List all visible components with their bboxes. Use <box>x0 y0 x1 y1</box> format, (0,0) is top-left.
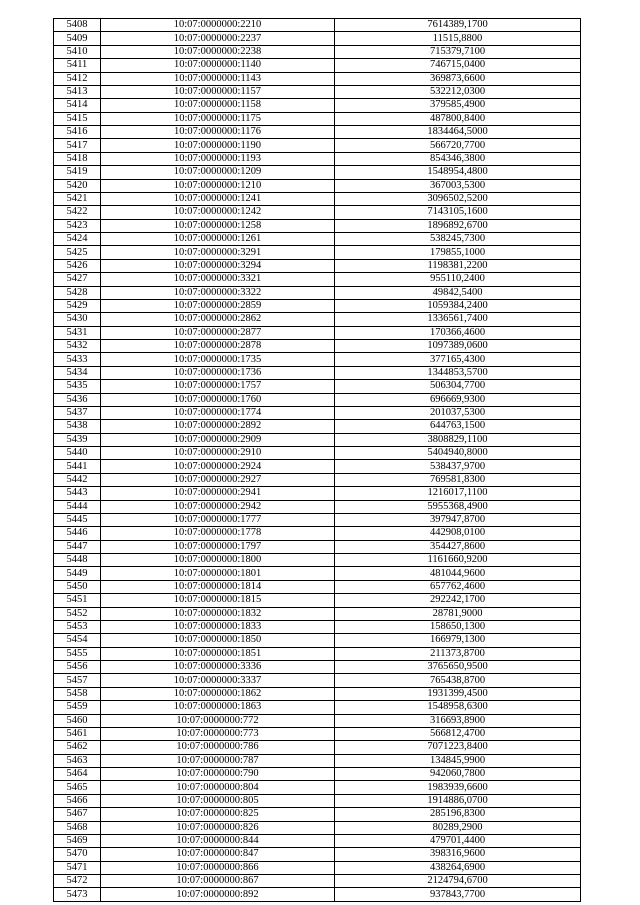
cadastral-number-cell: 10:07:0000000:1158 <box>101 99 335 112</box>
row-number-cell: 5412 <box>54 72 101 85</box>
cadastral-number-cell: 10:07:0000000:2924 <box>101 460 335 473</box>
table-row <box>54 687 581 700</box>
row-number-cell: 5469 <box>54 834 101 847</box>
cadastral-number-cell: 10:07:0000000:1157 <box>101 85 335 98</box>
table-row <box>54 340 581 353</box>
table-row <box>54 460 581 473</box>
row-number-cell: 5468 <box>54 821 101 834</box>
value-cell: 354427,8600 <box>335 540 581 553</box>
cadastral-number-cell: 10:07:0000000:825 <box>101 808 335 821</box>
table-row <box>54 166 581 179</box>
cadastral-number-cell: 10:07:0000000:2927 <box>101 473 335 486</box>
cadastral-number-cell: 10:07:0000000:773 <box>101 727 335 740</box>
table-row <box>54 233 581 246</box>
row-number-cell: 5459 <box>54 701 101 714</box>
value-cell: 942060,7800 <box>335 768 581 781</box>
row-number-cell: 5473 <box>54 888 101 901</box>
row-number-cell: 5456 <box>54 661 101 674</box>
cadastral-number-cell: 10:07:0000000:804 <box>101 781 335 794</box>
cadastral-number-cell: 10:07:0000000:1258 <box>101 219 335 232</box>
value-cell: 854346,3800 <box>335 152 581 165</box>
row-number-cell: 5417 <box>54 139 101 152</box>
value-cell: 538437,9700 <box>335 460 581 473</box>
cadastral-number-cell: 10:07:0000000:866 <box>101 861 335 874</box>
row-number-cell: 5413 <box>54 85 101 98</box>
value-cell: 769581,8300 <box>335 473 581 486</box>
cadastral-number-cell: 10:07:0000000:3336 <box>101 661 335 674</box>
value-cell: 134845,9900 <box>335 754 581 767</box>
row-number-cell: 5431 <box>54 326 101 339</box>
value-cell: 3096502,5200 <box>335 192 581 205</box>
cadastral-number-cell: 10:07:0000000:1814 <box>101 580 335 593</box>
cadastral-number-cell: 10:07:0000000:1735 <box>101 353 335 366</box>
row-number-cell: 5460 <box>54 714 101 727</box>
table-row <box>54 701 581 714</box>
table-row <box>54 754 581 767</box>
value-cell: 1983939,6600 <box>335 781 581 794</box>
row-number-cell: 5429 <box>54 299 101 312</box>
value-cell: 532212,0300 <box>335 85 581 98</box>
table-row <box>54 875 581 888</box>
cadastral-number-cell: 10:07:0000000:2862 <box>101 313 335 326</box>
table-row <box>54 45 581 58</box>
table-row <box>54 192 581 205</box>
row-number-cell: 5450 <box>54 580 101 593</box>
row-number-cell: 5465 <box>54 781 101 794</box>
row-number-cell: 5455 <box>54 647 101 660</box>
table-row <box>54 834 581 847</box>
table-row <box>54 259 581 272</box>
value-cell: 1344853,5700 <box>335 366 581 379</box>
row-number-cell: 5445 <box>54 513 101 526</box>
row-number-cell: 5439 <box>54 433 101 446</box>
row-number-cell: 5470 <box>54 848 101 861</box>
value-cell: 1931399,4500 <box>335 687 581 700</box>
table-row <box>54 727 581 740</box>
value-cell: 442908,0100 <box>335 527 581 540</box>
table-row <box>54 32 581 45</box>
row-number-cell: 5410 <box>54 45 101 58</box>
value-cell: 481044,9600 <box>335 567 581 580</box>
value-cell: 28781,9000 <box>335 607 581 620</box>
row-number-cell: 5433 <box>54 353 101 366</box>
cadastral-number-cell: 10:07:0000000:847 <box>101 848 335 861</box>
value-cell: 398316,9600 <box>335 848 581 861</box>
cadastral-number-cell: 10:07:0000000:1774 <box>101 406 335 419</box>
table-row <box>54 126 581 139</box>
table-row <box>54 768 581 781</box>
value-cell: 937843,7700 <box>335 888 581 901</box>
table-row <box>54 674 581 687</box>
row-number-cell: 5466 <box>54 794 101 807</box>
cadastral-number-cell: 10:07:0000000:1193 <box>101 152 335 165</box>
cadastral-number-cell: 10:07:0000000:1176 <box>101 126 335 139</box>
table-row <box>54 273 581 286</box>
row-number-cell: 5446 <box>54 527 101 540</box>
row-number-cell: 5414 <box>54 99 101 112</box>
cadastral-number-cell: 10:07:0000000:1757 <box>101 380 335 393</box>
value-cell: 1914886,0700 <box>335 794 581 807</box>
row-number-cell: 5467 <box>54 808 101 821</box>
table-row <box>54 580 581 593</box>
value-cell: 657762,4600 <box>335 580 581 593</box>
row-number-cell: 5471 <box>54 861 101 874</box>
cadastral-number-cell: 10:07:0000000:2859 <box>101 299 335 312</box>
cadastral-number-cell: 10:07:0000000:3337 <box>101 674 335 687</box>
table-row <box>54 85 581 98</box>
value-cell: 3765650,9500 <box>335 661 581 674</box>
row-number-cell: 5458 <box>54 687 101 700</box>
cadastral-number-cell: 10:07:0000000:787 <box>101 754 335 767</box>
value-cell: 538245,7300 <box>335 233 581 246</box>
value-cell: 166979,1300 <box>335 634 581 647</box>
value-cell: 1161660,9200 <box>335 554 581 567</box>
cadastral-number-cell: 10:07:0000000:1777 <box>101 513 335 526</box>
row-number-cell: 5415 <box>54 112 101 125</box>
table-row <box>54 406 581 419</box>
row-number-cell: 5418 <box>54 152 101 165</box>
row-number-cell: 5421 <box>54 192 101 205</box>
cadastral-number-cell: 10:07:0000000:805 <box>101 794 335 807</box>
value-cell: 1097389,0600 <box>335 340 581 353</box>
cadastral-number-cell: 10:07:0000000:1801 <box>101 567 335 580</box>
value-cell: 765438,8700 <box>335 674 581 687</box>
value-cell: 955110,2400 <box>335 273 581 286</box>
table-row <box>54 447 581 460</box>
table-row <box>54 647 581 660</box>
value-cell: 7071223,8400 <box>335 741 581 754</box>
table-row <box>54 661 581 674</box>
table-row <box>54 473 581 486</box>
row-number-cell: 5463 <box>54 754 101 767</box>
cadastral-number-cell: 10:07:0000000:1833 <box>101 620 335 633</box>
value-cell: 479701,4400 <box>335 834 581 847</box>
row-number-cell: 5438 <box>54 420 101 433</box>
row-number-cell: 5430 <box>54 313 101 326</box>
row-number-cell: 5451 <box>54 594 101 607</box>
cadastral-number-cell: 10:07:0000000:826 <box>101 821 335 834</box>
cadastral-number-cell: 10:07:0000000:1210 <box>101 179 335 192</box>
table-row <box>54 487 581 500</box>
value-cell: 1548954,4800 <box>335 166 581 179</box>
cadastral-number-cell: 10:07:0000000:2877 <box>101 326 335 339</box>
table-row <box>54 513 581 526</box>
row-number-cell: 5452 <box>54 607 101 620</box>
value-cell: 1548958,6300 <box>335 701 581 714</box>
table-row <box>54 554 581 567</box>
value-cell: 644763,1500 <box>335 420 581 433</box>
value-cell: 1896892,6700 <box>335 219 581 232</box>
row-number-cell: 5435 <box>54 380 101 393</box>
row-number-cell: 5434 <box>54 366 101 379</box>
cadastral-number-cell: 10:07:0000000:2210 <box>101 19 335 32</box>
value-cell: 158650,1300 <box>335 620 581 633</box>
cadastral-number-cell: 10:07:0000000:2892 <box>101 420 335 433</box>
table-row <box>54 99 581 112</box>
document-page <box>53 18 580 902</box>
row-number-cell: 5423 <box>54 219 101 232</box>
cadastral-number-cell: 10:07:0000000:2909 <box>101 433 335 446</box>
row-number-cell: 5426 <box>54 259 101 272</box>
row-number-cell: 5453 <box>54 620 101 633</box>
value-cell: 566720,7700 <box>335 139 581 152</box>
row-number-cell: 5428 <box>54 286 101 299</box>
value-cell: 566812,4700 <box>335 727 581 740</box>
row-number-cell: 5461 <box>54 727 101 740</box>
cadastral-number-cell: 10:07:0000000:1175 <box>101 112 335 125</box>
cadastral-number-cell: 10:07:0000000:2910 <box>101 447 335 460</box>
table-row <box>54 848 581 861</box>
table-row <box>54 821 581 834</box>
value-cell: 397947,8700 <box>335 513 581 526</box>
row-number-cell: 5441 <box>54 460 101 473</box>
cadastral-number-cell: 10:07:0000000:3321 <box>101 273 335 286</box>
value-cell: 316693,8900 <box>335 714 581 727</box>
cadastral-number-cell: 10:07:0000000:1850 <box>101 634 335 647</box>
row-number-cell: 5454 <box>54 634 101 647</box>
cadastral-number-cell: 10:07:0000000:3291 <box>101 246 335 259</box>
value-cell: 5404940,8000 <box>335 447 581 460</box>
value-cell: 487800,8400 <box>335 112 581 125</box>
cadastral-number-cell: 10:07:0000000:1863 <box>101 701 335 714</box>
table-row <box>54 527 581 540</box>
cadastral-number-cell: 10:07:0000000:1241 <box>101 192 335 205</box>
cadastral-number-cell: 10:07:0000000:2942 <box>101 500 335 513</box>
row-number-cell: 5462 <box>54 741 101 754</box>
value-cell: 170366,4600 <box>335 326 581 339</box>
row-number-cell: 5447 <box>54 540 101 553</box>
row-number-cell: 5472 <box>54 875 101 888</box>
value-cell: 7143105,1600 <box>335 206 581 219</box>
table-row <box>54 206 581 219</box>
cadastral-number-cell: 10:07:0000000:3294 <box>101 259 335 272</box>
table-row <box>54 112 581 125</box>
table-row <box>54 393 581 406</box>
table-row <box>54 326 581 339</box>
cadastral-number-cell: 10:07:0000000:1242 <box>101 206 335 219</box>
value-cell: 285196,8300 <box>335 808 581 821</box>
row-number-cell: 5457 <box>54 674 101 687</box>
cadastral-number-cell: 10:07:0000000:1143 <box>101 72 335 85</box>
row-number-cell: 5444 <box>54 500 101 513</box>
row-number-cell: 5424 <box>54 233 101 246</box>
table-row <box>54 179 581 192</box>
value-cell: 715379,7100 <box>335 45 581 58</box>
table-row <box>54 152 581 165</box>
value-cell: 377165,4300 <box>335 353 581 366</box>
cadastral-number-cell: 10:07:0000000:2237 <box>101 32 335 45</box>
value-cell: 80289,2900 <box>335 821 581 834</box>
value-cell: 369873,6600 <box>335 72 581 85</box>
cadastral-number-cell: 10:07:0000000:867 <box>101 875 335 888</box>
cadastral-number-cell: 10:07:0000000:1797 <box>101 540 335 553</box>
row-number-cell: 5419 <box>54 166 101 179</box>
row-number-cell: 5436 <box>54 393 101 406</box>
row-number-cell: 5432 <box>54 340 101 353</box>
table-row <box>54 420 581 433</box>
value-cell: 292242,1700 <box>335 594 581 607</box>
cadastral-number-cell: 10:07:0000000:786 <box>101 741 335 754</box>
table-row <box>54 313 581 326</box>
value-cell: 506304,7700 <box>335 380 581 393</box>
value-cell: 201037,5300 <box>335 406 581 419</box>
row-number-cell: 5420 <box>54 179 101 192</box>
row-number-cell: 5448 <box>54 554 101 567</box>
table-row <box>54 299 581 312</box>
row-number-cell: 5427 <box>54 273 101 286</box>
value-cell: 1336561,7400 <box>335 313 581 326</box>
cadastral-number-cell: 10:07:0000000:2878 <box>101 340 335 353</box>
row-number-cell: 5416 <box>54 126 101 139</box>
row-number-cell: 5443 <box>54 487 101 500</box>
cadastral-number-cell: 10:07:0000000:1209 <box>101 166 335 179</box>
cadastral-number-cell: 10:07:0000000:1760 <box>101 393 335 406</box>
row-number-cell: 5409 <box>54 32 101 45</box>
cadastral-value-table <box>53 18 581 902</box>
table-row <box>54 567 581 580</box>
table-row <box>54 286 581 299</box>
cadastral-number-cell: 10:07:0000000:1832 <box>101 607 335 620</box>
value-cell: 696669,9300 <box>335 393 581 406</box>
cadastral-number-cell: 10:07:0000000:1778 <box>101 527 335 540</box>
cadastral-number-cell: 10:07:0000000:1261 <box>101 233 335 246</box>
table-row <box>54 540 581 553</box>
table-row <box>54 72 581 85</box>
value-cell: 1059384,2400 <box>335 299 581 312</box>
table-row <box>54 219 581 232</box>
cadastral-number-cell: 10:07:0000000:2238 <box>101 45 335 58</box>
table-row <box>54 246 581 259</box>
cadastral-number-cell: 10:07:0000000:790 <box>101 768 335 781</box>
value-cell: 1834464,5000 <box>335 126 581 139</box>
row-number-cell: 5422 <box>54 206 101 219</box>
table-row <box>54 607 581 620</box>
table-row <box>54 861 581 874</box>
table-row <box>54 620 581 633</box>
table-row <box>54 353 581 366</box>
value-cell: 367003,5300 <box>335 179 581 192</box>
table-row <box>54 380 581 393</box>
row-number-cell: 5408 <box>54 19 101 32</box>
cadastral-number-cell: 10:07:0000000:1851 <box>101 647 335 660</box>
cadastral-number-cell: 10:07:0000000:1140 <box>101 59 335 72</box>
cadastral-number-cell: 10:07:0000000:1862 <box>101 687 335 700</box>
row-number-cell: 5442 <box>54 473 101 486</box>
table-body <box>54 19 581 902</box>
row-number-cell: 5437 <box>54 406 101 419</box>
value-cell: 3808829,1100 <box>335 433 581 446</box>
value-cell: 211373,8700 <box>335 647 581 660</box>
row-number-cell: 5425 <box>54 246 101 259</box>
table-row <box>54 594 581 607</box>
table-row <box>54 366 581 379</box>
value-cell: 5955368,4900 <box>335 500 581 513</box>
row-number-cell: 5411 <box>54 59 101 72</box>
cadastral-number-cell: 10:07:0000000:1815 <box>101 594 335 607</box>
row-number-cell: 5449 <box>54 567 101 580</box>
cadastral-number-cell: 10:07:0000000:1736 <box>101 366 335 379</box>
row-number-cell: 5464 <box>54 768 101 781</box>
value-cell: 7614389,1700 <box>335 19 581 32</box>
table-row <box>54 888 581 901</box>
value-cell: 438264,6900 <box>335 861 581 874</box>
table-row <box>54 808 581 821</box>
table-row <box>54 741 581 754</box>
cadastral-number-cell: 10:07:0000000:1190 <box>101 139 335 152</box>
cadastral-number-cell: 10:07:0000000:1800 <box>101 554 335 567</box>
table-row <box>54 19 581 32</box>
cadastral-number-cell: 10:07:0000000:2941 <box>101 487 335 500</box>
value-cell: 1216017,1100 <box>335 487 581 500</box>
table-row <box>54 139 581 152</box>
value-cell: 179855,1000 <box>335 246 581 259</box>
row-number-cell: 5440 <box>54 447 101 460</box>
table-row <box>54 59 581 72</box>
value-cell: 2124794,6700 <box>335 875 581 888</box>
table-row <box>54 781 581 794</box>
value-cell: 11515,8800 <box>335 32 581 45</box>
cadastral-number-cell: 10:07:0000000:844 <box>101 834 335 847</box>
value-cell: 49842,5400 <box>335 286 581 299</box>
cadastral-number-cell: 10:07:0000000:3322 <box>101 286 335 299</box>
table-row <box>54 714 581 727</box>
table-row <box>54 500 581 513</box>
table-row <box>54 433 581 446</box>
value-cell: 746715,0400 <box>335 59 581 72</box>
cadastral-number-cell: 10:07:0000000:892 <box>101 888 335 901</box>
cadastral-number-cell: 10:07:0000000:772 <box>101 714 335 727</box>
table-row <box>54 794 581 807</box>
value-cell: 1198381,2200 <box>335 259 581 272</box>
value-cell: 379585,4900 <box>335 99 581 112</box>
table-row <box>54 634 581 647</box>
